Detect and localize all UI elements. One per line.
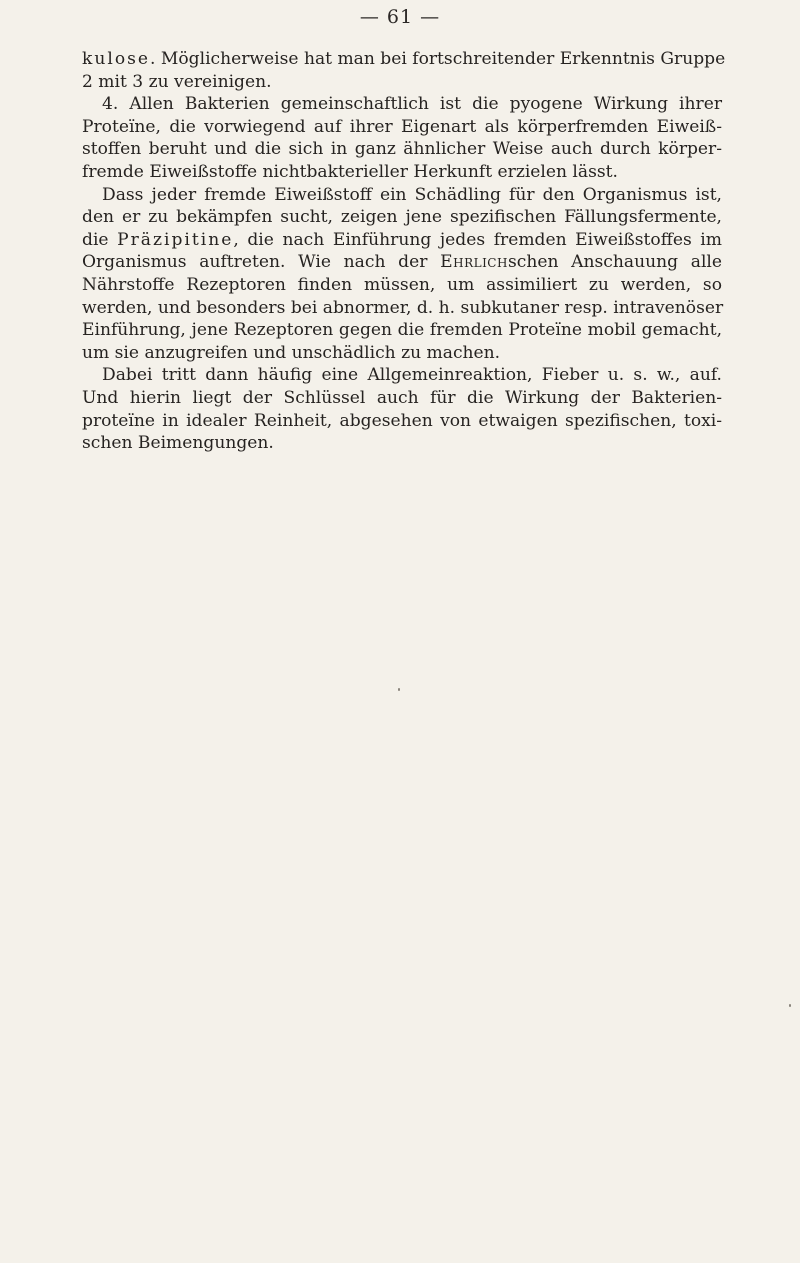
text-segment: Proteïne, die vorwiegend auf ihrer Eigenart als körperfremden Eiweiß- xyxy=(82,116,722,137)
text-segment: Dabei tritt dann häufig eine Allgemeinreaktion, Fieber u. s. w., auf. xyxy=(102,365,722,386)
text-segment: schen Anschauung alle xyxy=(507,252,722,273)
text-line xyxy=(82,116,722,139)
text-line xyxy=(82,93,722,116)
text-segment: 4. Allen Bakterien gemeinschaftlich ist die pyogene Wirkung ihrer xyxy=(102,94,722,115)
text-line xyxy=(82,184,722,207)
text-segment: 2 mit 3 zu vereinigen. xyxy=(82,71,272,92)
text-line xyxy=(82,138,722,161)
paragraph xyxy=(82,93,722,183)
text-line xyxy=(82,251,722,274)
text-line xyxy=(82,319,722,342)
text-segment: Organismus auftreten. Wie nach der xyxy=(82,252,441,273)
text-line xyxy=(82,48,726,71)
body-text xyxy=(82,48,726,455)
emphasized-text: Präzipitine xyxy=(117,229,234,250)
text-segment: Dass jeder fremde Eiweißstoff ein Schädling für den Organismus ist, xyxy=(102,184,722,205)
scan-speck xyxy=(398,688,400,691)
paragraph xyxy=(82,184,722,365)
text-line xyxy=(82,387,722,410)
text-line xyxy=(82,297,722,320)
text-line xyxy=(82,206,722,229)
text-segment: Einführung, jene Rezeptoren gegen die fremden Proteïne mobil gemacht, xyxy=(82,320,722,341)
text-segment: Und hierin liegt der Schlüssel auch für die Wirkung der Bakterien- xyxy=(82,387,722,408)
text-line xyxy=(82,229,722,252)
text-segment: stoffen beruht und die sich in ganz ähnlicher Weise auch durch körper- xyxy=(82,139,722,160)
text-line xyxy=(82,342,722,365)
text-line xyxy=(82,410,722,433)
text-segment: den er zu bekämpfen sucht, zeigen jene spezifischen Fällungsfermente, xyxy=(82,207,722,228)
paragraph xyxy=(82,48,726,93)
text-segment: Nährstoffe Rezeptoren finden müssen, um assimiliert zu werden, so xyxy=(82,274,722,295)
text-segment: um sie anzugreifen und unschädlich zu machen. xyxy=(82,342,501,363)
text-segment: fremde Eiweißstoffe nichtbakterieller Herkunft erzielen lässt. xyxy=(82,161,618,182)
text-segment: schen Beimengungen. xyxy=(82,433,274,454)
text-segment: . Möglicherweise hat man bei fortschreitender Erkenntnis Gruppe xyxy=(150,49,726,69)
scan-speck xyxy=(789,1004,791,1007)
text-line xyxy=(82,364,722,387)
text-segment: die xyxy=(82,229,118,250)
text-segment: werden, und besonders bei abnormer, d. h. subkutaner resp. intravenöser xyxy=(82,297,724,318)
emphasized-text: kulose xyxy=(82,49,151,69)
text-segment: proteïne in idealer Reinheit, abgesehen von etwaigen spezifischen, toxi- xyxy=(82,410,722,431)
text-line xyxy=(82,161,722,184)
text-line xyxy=(82,71,722,94)
emphasized-text: Ehrlich xyxy=(440,252,508,273)
text-line xyxy=(82,432,722,455)
text-line xyxy=(82,274,722,297)
text-segment: , die nach Einführung jedes fremden Eiweißstoffes im xyxy=(233,229,722,250)
page-number: — 61 — xyxy=(359,6,441,28)
paragraph xyxy=(82,364,722,454)
